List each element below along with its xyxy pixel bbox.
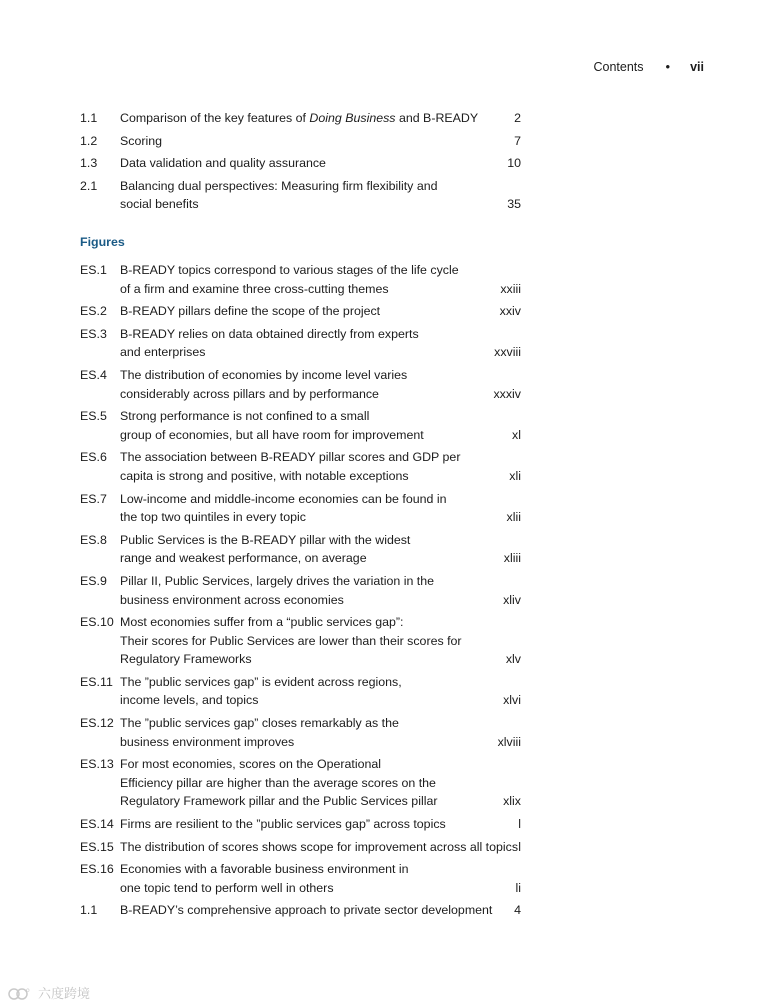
toc-entry-title-line: Strong performance is not confined to a small: [120, 409, 370, 424]
toc-entry-title-line: Low-income and middle-income economies can be found in: [120, 491, 447, 506]
toc-entry-page: l: [518, 817, 521, 832]
toc-entry-number: 1.3: [80, 156, 98, 171]
toc-entry: [80, 302, 522, 321]
toc-entry: [80, 838, 522, 857]
toc-entry-title-line: Scoring: [120, 133, 163, 148]
toc-entry-title-line: business environment improves: [120, 734, 295, 749]
toc-entry-number: ES.5: [80, 409, 107, 424]
toc-entry: [80, 860, 522, 897]
toc-entry-number: ES.7: [80, 491, 107, 506]
toc-entry-title-line: Efficiency pillar are higher than the average scores on the: [120, 775, 436, 790]
toc-entry-title-line: of a firm and examine three cross-cutting themes: [120, 281, 389, 296]
toc-entry: [80, 901, 522, 920]
toc-entry-number: ES.4: [80, 367, 107, 382]
toc-entry-page: 35: [507, 197, 521, 212]
toc-entry-number: ES.14: [80, 817, 114, 832]
page-number: vii: [690, 59, 704, 74]
toc-entry-number: ES.9: [80, 573, 107, 588]
toc-entry-page: li: [515, 880, 521, 895]
toc-entry-page: xxiii: [500, 281, 521, 296]
toc-entry-page: xlii: [506, 510, 521, 525]
toc-entry-title-line: The association between B-READY pillar scores and GDP per: [120, 450, 461, 465]
toc-entry-title-line: Regulatory Frameworks: [120, 652, 252, 667]
toc-entry-title-line: Public Services is the B-READY pillar with the widest: [120, 532, 411, 547]
toc-entry-number: ES.6: [80, 450, 107, 465]
toc-entry-title-line: Their scores for Public Services are lower than their scores for: [120, 633, 462, 648]
toc-entry-title-line: Most economies suffer from a “public services gap”:: [120, 615, 404, 630]
toc-entry-title-line: the top two quintiles in every topic: [120, 510, 306, 525]
toc-entry: [80, 490, 522, 527]
toc-entry-page: xli: [509, 468, 521, 483]
toc-entry: [80, 132, 522, 151]
toc-entry-title-line: The ”public services gap” closes remarkably as the: [120, 716, 399, 731]
toc-entry-page: xlviii: [497, 734, 521, 749]
toc-entry-number: ES.10: [80, 615, 114, 630]
toc-entry: [80, 613, 522, 669]
toc-entry-title-line: and enterprises: [120, 345, 206, 360]
toc-entry-title-line: The distribution of economies by income level varies: [120, 367, 408, 382]
toc-entry-page: xlv: [505, 652, 521, 667]
toc-entry-title-line: Comparison of the key features of Doing Business and B-READY: [120, 111, 479, 125]
toc-entry-title-line: Balancing dual perspectives: Measuring firm flexibility and: [120, 178, 438, 193]
toc-entry: [80, 815, 522, 834]
toc-entry-page: xxxiv: [493, 386, 521, 401]
toc-entry-title-line: considerably across pillars and by performance: [120, 386, 379, 401]
bullet-separator: •: [665, 59, 671, 74]
svg-text:o: o: [26, 986, 30, 994]
toc-entry: [80, 325, 522, 362]
toc-entry-title-line: The distribution of scores shows scope for improvement across all topics: [120, 839, 519, 854]
toc-entry-number: ES.2: [80, 304, 107, 319]
toc-entry-page: 2: [514, 111, 521, 125]
toc-entry-title-line: Economies with a favorable business environment in: [120, 862, 409, 877]
toc-entry-number: ES.15: [80, 839, 114, 854]
toc-entry-page: xxiv: [499, 304, 521, 319]
toc-entry-title-line: Pillar II, Public Services, largely drives the variation in the: [120, 573, 435, 588]
figures-heading: Figures: [80, 235, 125, 249]
toc-entry: [80, 366, 522, 403]
toc-entry-title-line: B-READY topics correspond to various stages of the life cycle: [120, 263, 459, 277]
toc-entry-title-line: The ”public services gap” is evident across regions,: [120, 674, 402, 689]
toc-entry-page: xliv: [503, 592, 521, 607]
toc-entry: [80, 154, 522, 173]
toc-entry-page: 7: [514, 133, 521, 148]
toc-entry: [80, 261, 522, 298]
toc-entry-page: xlvi: [503, 693, 521, 708]
toc-entry-title-line: income levels, and topics: [120, 693, 259, 708]
toc-entry: [80, 673, 522, 710]
toc-entry-number: ES.12: [80, 716, 114, 731]
toc-entry-number: ES.1: [80, 263, 107, 277]
toc-entry-number: 2.1: [80, 178, 98, 193]
toc-entry-title-line: business environment across economies: [120, 592, 344, 607]
toc-entry-title-line: B-READY pillars define the scope of the project: [120, 304, 381, 319]
boxes-list: [80, 109, 522, 214]
toc-entry: [80, 531, 522, 568]
toc-entry: [80, 714, 522, 751]
toc-entry-number: ES.13: [80, 757, 114, 772]
watermark-logo-icon: [8, 986, 34, 1000]
toc-entry-page: xl: [512, 427, 521, 442]
toc-entry-number: 1.1: [80, 903, 98, 918]
toc-entry-title-line: capita is strong and positive, with notable exceptions: [120, 468, 409, 483]
toc-entry: [80, 407, 522, 444]
toc-entry-title-line: B-READY’s comprehensive approach to private sector development: [120, 903, 493, 918]
toc-entry-title-line: Regulatory Framework pillar and the Public Services pillar: [120, 794, 438, 809]
toc-entry: [80, 177, 522, 214]
italic-title: Doing Business: [309, 111, 396, 125]
toc-entry-page: xliii: [503, 551, 521, 566]
watermark-text: 六度跨境: [38, 986, 91, 1001]
toc-entry-title-line: range and weakest performance, on average: [120, 551, 367, 566]
toc-entry-number: 1.2: [80, 133, 98, 148]
toc-entry-title-line: For most economies, scores on the Operational: [120, 757, 382, 772]
toc-entry-title-line: social benefits: [120, 197, 199, 212]
toc-entry-number: ES.16: [80, 862, 114, 877]
toc-entry-number: ES.8: [80, 532, 107, 547]
toc-entry-page: 4: [514, 903, 521, 918]
running-head: [594, 59, 705, 74]
toc-entry: [80, 755, 522, 811]
watermark: [8, 983, 90, 1002]
toc-entry-number: ES.11: [80, 674, 113, 689]
toc-entry-title-line: B-READY relies on data obtained directly from experts: [120, 326, 419, 341]
toc-entry: [80, 109, 522, 128]
toc-entry-title-line: Firms are resilient to the ”public services gap” across topics: [120, 817, 446, 832]
toc-entry-title-line: Data validation and quality assurance: [120, 156, 326, 171]
running-head-section: Contents: [593, 59, 644, 74]
toc-entry-title-line: group of economies, but all have room for improvement: [120, 427, 424, 442]
toc-entry: [80, 448, 522, 485]
toc-entry-number: ES.3: [80, 326, 107, 341]
toc-entry-number: 1.1: [80, 111, 98, 125]
toc-entry: [80, 572, 522, 609]
toc-entry-page: 10: [507, 156, 521, 171]
toc-entry-page: xxviii: [494, 345, 521, 360]
toc-entry-page: xlix: [503, 794, 521, 809]
toc-entry-page: l: [518, 839, 521, 854]
toc-entry-title-line: one topic tend to perform well in others: [120, 880, 334, 895]
figures-list: [80, 261, 522, 920]
